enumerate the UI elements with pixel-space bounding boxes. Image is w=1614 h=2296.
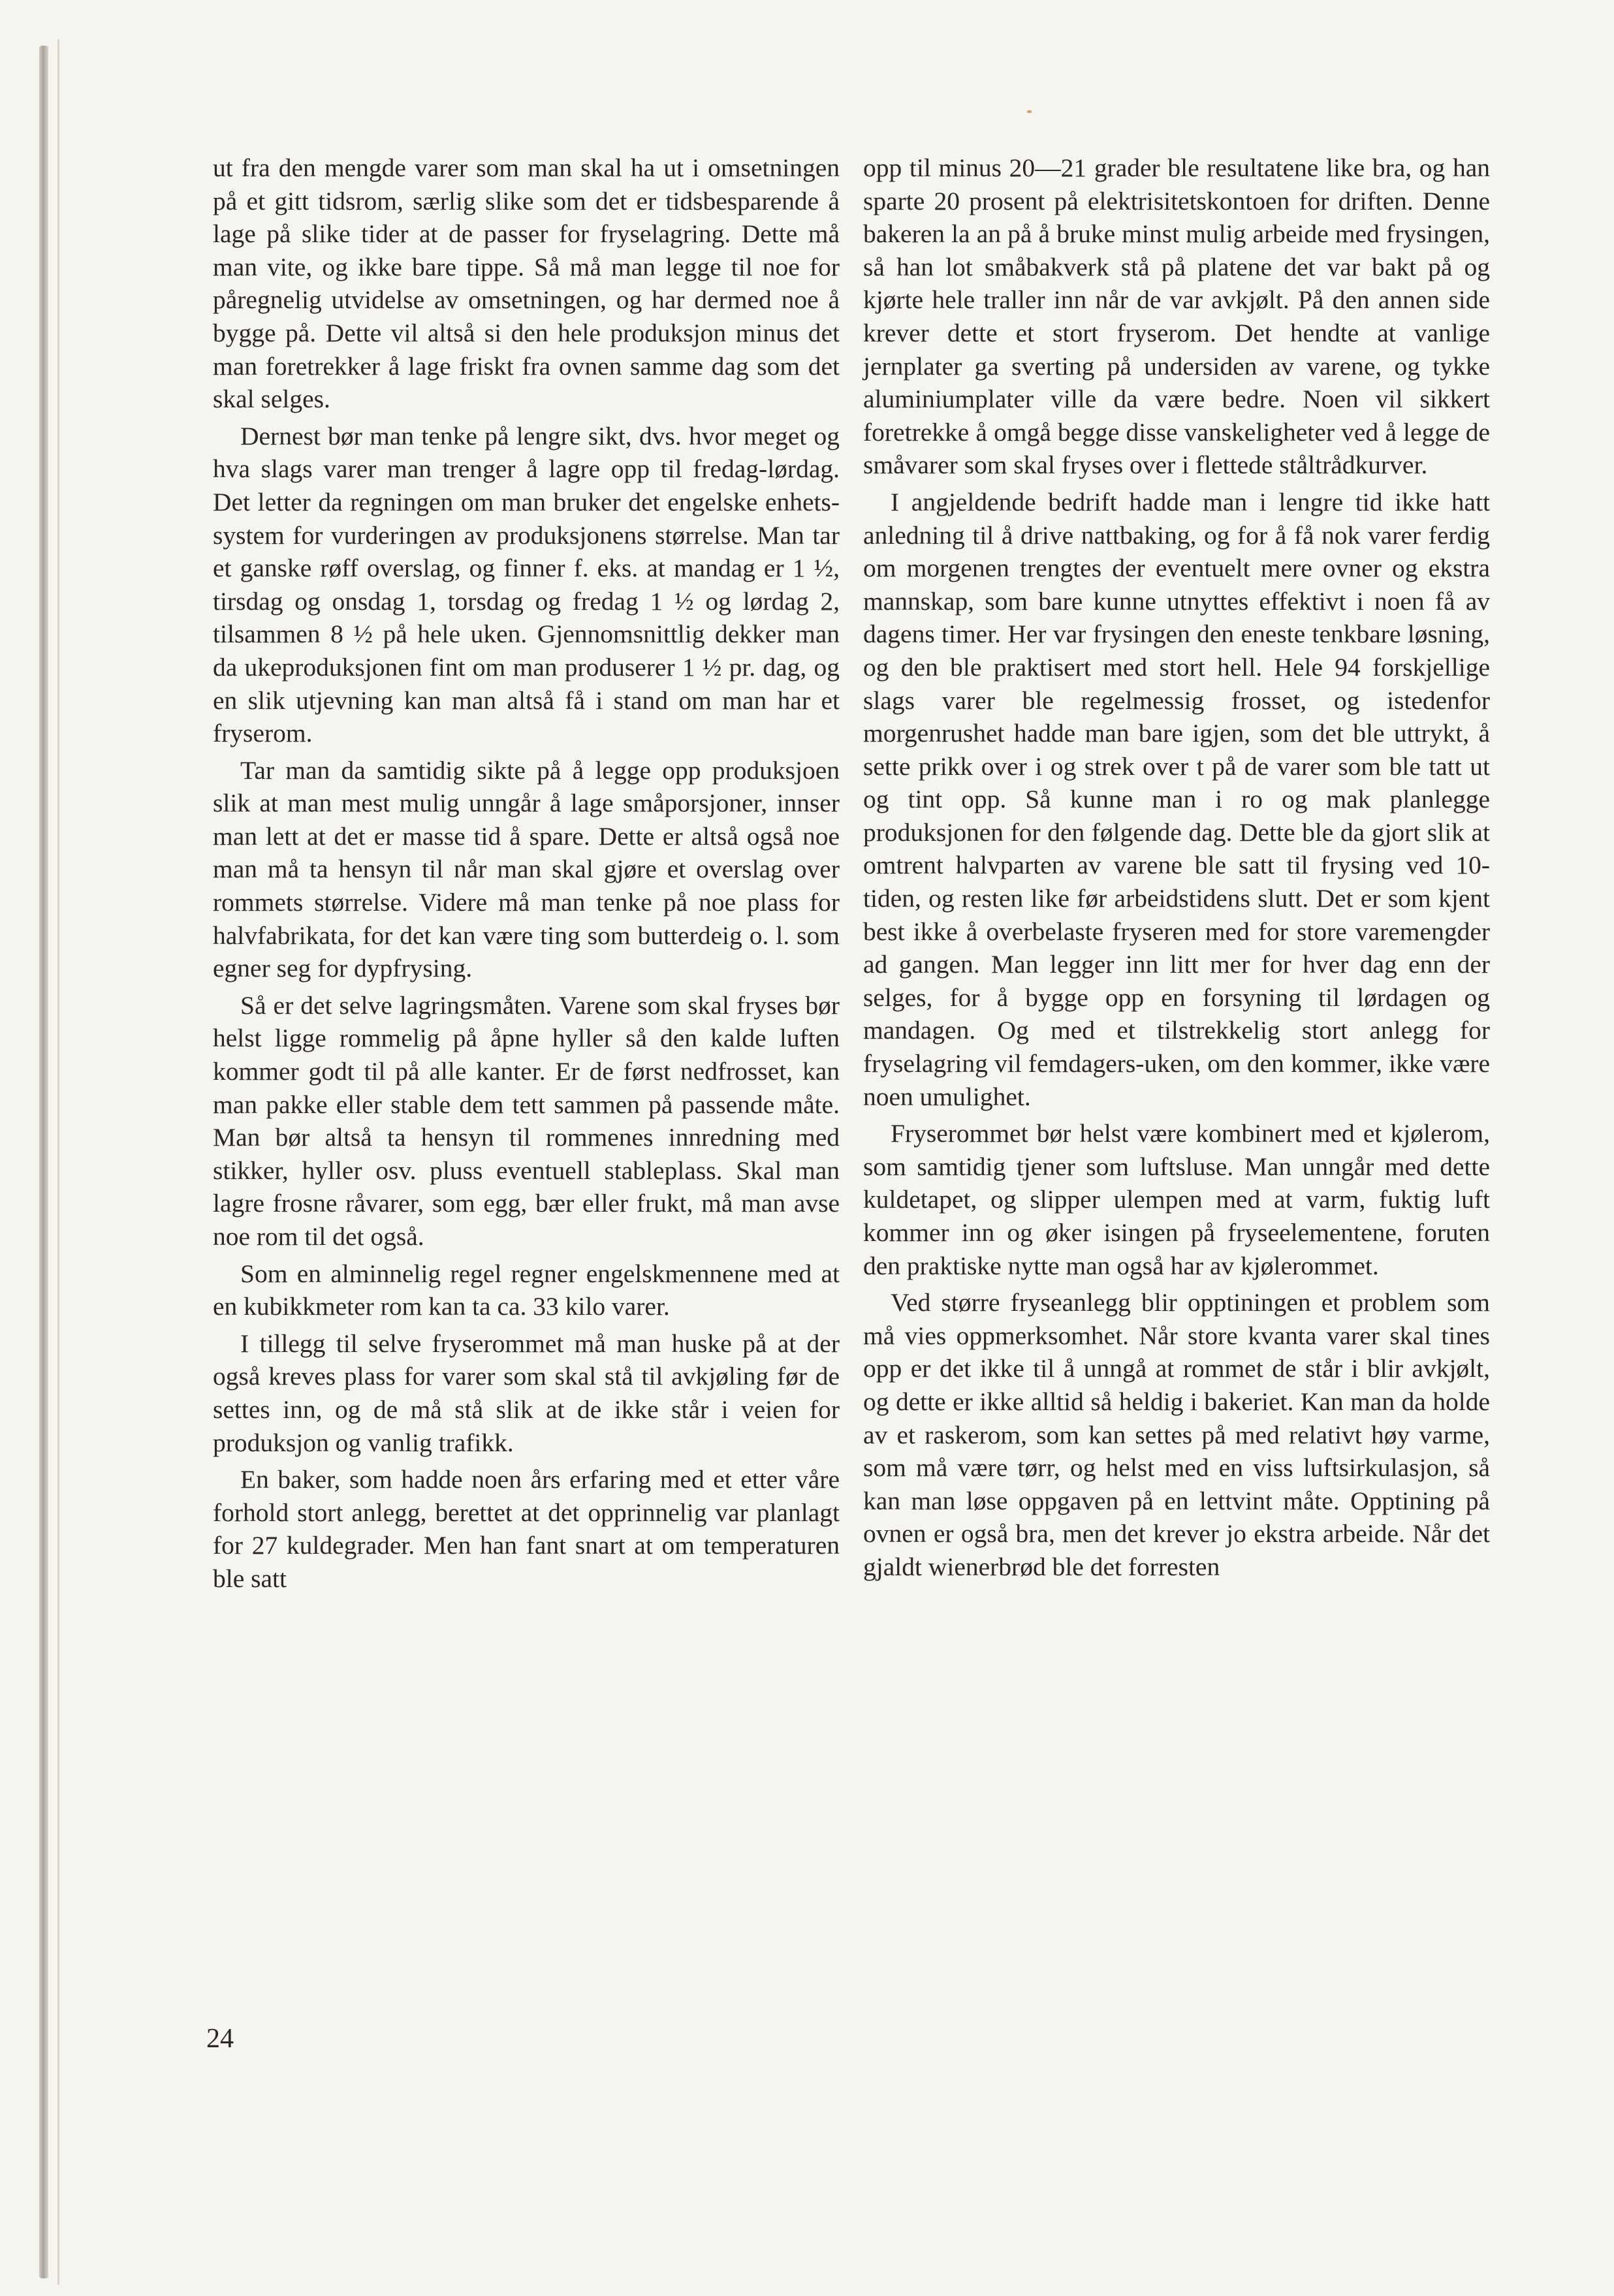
paragraph: I angjeldende bedrift hadde man i lengre tid ikke hatt anledning til å drive nattbaking, og for å få nok varer ferdig om morgenen trengtes der eventuelt mere ovner og ekstra mannskap, som bare kunne utnyttes effektivt i noen få av dagens timer. Her var frysingen den eneste tenkbare løsning, og den ble praktisert med stort hell. Hele 94 forskjellige slags varer ble regelmessig frosset, og istedenfor morgenrushet hadde man bare igjen, som det ble uttrykt, å sette prikk over i og strek over t på de varer som ble tatt ut og tint opp. Så kunne man i ro og mak planlegge produksjonen for den følgende dag. Dette ble da gjort slik at omtrent halvparten av varene ble satt til frysing ved 10-tiden, og resten like før arbeidstidens slutt. Det er som kjent best ikke å overbelaste fryseren med for store varemengder ad gangen. Man legger inn litt mer for hver dag enn der selges, for å bygge opp en forsyning til lørdagen og mandagen. Og med et tilstrekkelig stort anlegg for fryselagring vil femdagers-uken, om den kommer, ikke være noen umulighet.	[863, 487, 1490, 1111]
binding-shadow	[39, 46, 48, 2278]
paragraph: opp til minus 20—21 grader ble resultatene like bra, og han sparte 20 prosent på elektrisitetskontoen for driften. Denne bakeren la an på å bruke minst mulig arbeide med frysingen, så han lot småbakverk stå på platene det var bakt på og kjørte hele traller inn når de var avkjølt. På den annen side krever dette et stort fryserom. Det hendte at vanlige jernplater ga sverting på undersiden av varene, og tykke aluminiumplater ville da være bedre. Noen vil sikkert foretrekke å omgå begge disse vanskeligheter ved å legge de småvarer som skal fryses over i flettede ståltrådkurver.	[863, 153, 1490, 480]
page-number: 24	[206, 2024, 234, 2054]
paragraph: I tillegg til selve fryserommet må man huske på at der også kreves plass for varer som skal stå til avkjøling før de settes inn, og de må stå slik at de ikke står i veien for produksjon og vanlig trafikk.	[213, 1329, 840, 1457]
paragraph: Fryserommet bør helst være kombinert med et kjølerom, som samtidig tjener som luftsluse. Man unngår med dette kuldetapet, og slipper ulempen med at varm, fuktig luft kommer inn og øker isingen på fryseelementene, foruten den praktiske nytte man også har av kjølerommet.	[863, 1119, 1490, 1280]
binding-edge	[57, 39, 59, 2285]
right-column	[863, 151, 1490, 1584]
left-column	[213, 151, 840, 1596]
paragraph: En baker, som hadde noen års erfaring med et etter våre forhold stort anlegg, berettet at det opprinnelig var planlagt for 27 kuldegrader. Men han fant snart at om temperaturen ble satt	[213, 1465, 840, 1593]
ink-mark	[1027, 110, 1032, 113]
paragraph: Dernest bør man tenke på lengre sikt, dvs. hvor meget og hva slags varer man trenger å lagre opp til fredag-lørdag. Det letter da regningen om man bruker det engelske enhetssystem for vurderingen av produksjonens størrelse. Man tar et ganske røff overslag, og finner f. eks. at mandag er 1 ½, tirsdag og onsdag 1, torsdag og fredag 1 ½ og lørdag 2, tilsammen 8 ½ på hele uken. Gjennomsnittlig dekker man da ukeproduksjonen fint om man produserer 1 ½ pr. dag, og en slik utjevning kan man altså få i stand om man har et fryserom.	[213, 421, 840, 748]
paragraph: Så er det selve lagringsmåten. Varene som skal fryses bør helst ligge rommelig på åpne hyller så den kalde luften kommer godt til på alle kanter. Er de først nedfrosset, kan man pakke eller stable dem tett sammen på passende måte. Man bør altså ta hensyn til rommenes innredning med stikker, hyller osv. pluss eventuell stableplass. Skal man lagre frosne råvarer, som egg, bær eller frukt, må man avse noe rom til det også.	[213, 990, 840, 1251]
paragraph: Som en alminnelig regel regner engelskmennene med at en kubikkmeter rom kan ta ca. 33 kilo varer.	[213, 1259, 840, 1321]
paragraph: Ved større fryseanlegg blir opptiningen et problem som må vies oppmerksomhet. Når store kvanta varer skal tines opp er det ikke til å unngå at rommet de står i blir avkjølt, og dette er ikke alltid så heldig i bakeriet. Kan man da holde av et raskerom, som kan settes på med relativt høy varme, som må være tørr, og helst med en viss luftsirkulasjon, så kan man løse oppgaven på en lettvint måte. Opptining på ovnen er også bra, men det krever jo ekstra arbeide. Når det gjaldt wienerbrød ble det forresten	[863, 1288, 1490, 1581]
paragraph: Tar man da samtidig sikte på å legge opp produksjoen slik at man mest mulig unngår å lage småporsjoner, innser man lett at det er masse tid å spare. Dette er altså også noe man må ta hensyn til når man skal gjøre et overslag over rommets størrelse. Videre må man tenke på noe plass for halvfabrikata, for det kan være ting som butterdeig o. l. som egner seg for dypfrysing.	[213, 755, 840, 983]
paragraph: ut fra den mengde varer som man skal ha ut i omsetningen på et gitt tidsrom, særlig slike som det er tidsbesparende å lage på slike tider at de passer for fryselagring. Dette må man vite, og ikke bare tippe. Så må man legge til noe for påregnelig utvidelse av omsetningen, og har dermed noe å bygge på. Dette vil altså si den hele produksjon minus det man foretrekker å lage friskt fra ovnen samme dag som det skal selges.	[213, 153, 840, 414]
